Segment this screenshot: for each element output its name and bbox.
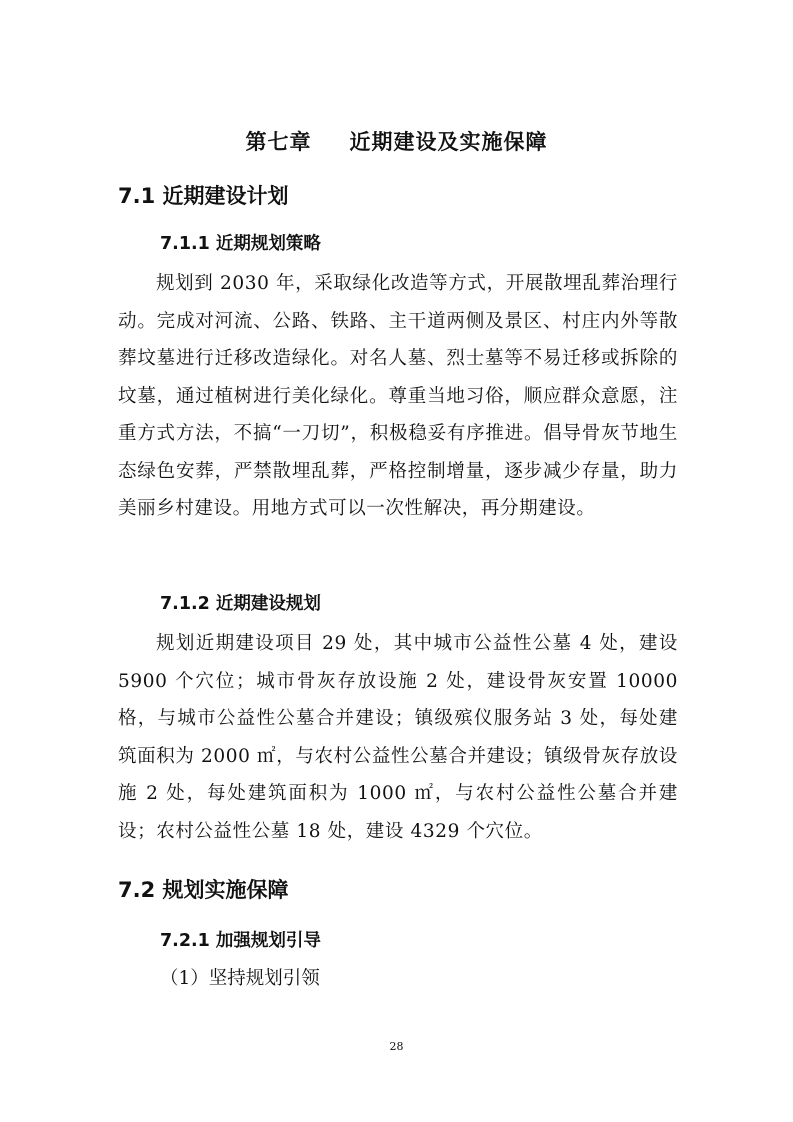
chapter-title	[0, 126, 793, 156]
paragraph-7-1-2: 规划近期建设项目 29 处，其中城市公益性公墓 4 处，建设 5900 个穴位；城市骨灰存放设施 2 处，建设骨灰安置 10000 格，与城市公益性公墓合并建设；镇级殡仪服务站 3 处，每处建筑面积为 2000 ㎡，与农村公益性公墓合并建设；镇级骨灰存放设施 2 处，每处建筑面积为 1000 ㎡，与农村公益性公墓合并建设；农村公益性公墓 18 处，建设 4329 个穴位。	[118, 633, 678, 842]
paragraph-7-1-1: 规划到 2030 年，采取绿化改造等方式，开展散埋乱葬治理行动。完成对河流、公路、铁路、主干道两侧及景区、村庄内外等散葬坟墓进行迁移改造绿化。对名人墓、烈士墓等不易迁移或拆除的坟墓，通过植树进行美化绿化。尊重当地习俗，顺应群众意愿，注重方式方法，不搞“一刀切”，积极稳妥有序推进。倡导骨灰节地生态绿色安葬，严禁散埋乱葬，严格控制增量，逐步减少存量，助力美丽乡村建设。用地方式可以一次性解决，再分期建设。	[118, 273, 678, 519]
subsection-heading-7-2-1: 7.2.1 加强规划引导	[160, 931, 321, 951]
page-number: 28	[389, 1040, 404, 1053]
chapter-name: 近期建设及实施保障	[349, 130, 548, 154]
chapter-number: 第七章	[245, 130, 312, 154]
subsection-heading-7-1-2: 7.1.2 近期建设规划	[160, 594, 321, 614]
section-heading-7-1: 7.1 近期建设计划	[118, 184, 289, 208]
subsection-heading-7-1-1: 7.1.1 近期规划策略	[160, 234, 321, 254]
section-heading-7-2: 7.2 规划实施保障	[118, 878, 289, 902]
list-item-1: （1）坚持规划引领	[160, 968, 320, 989]
